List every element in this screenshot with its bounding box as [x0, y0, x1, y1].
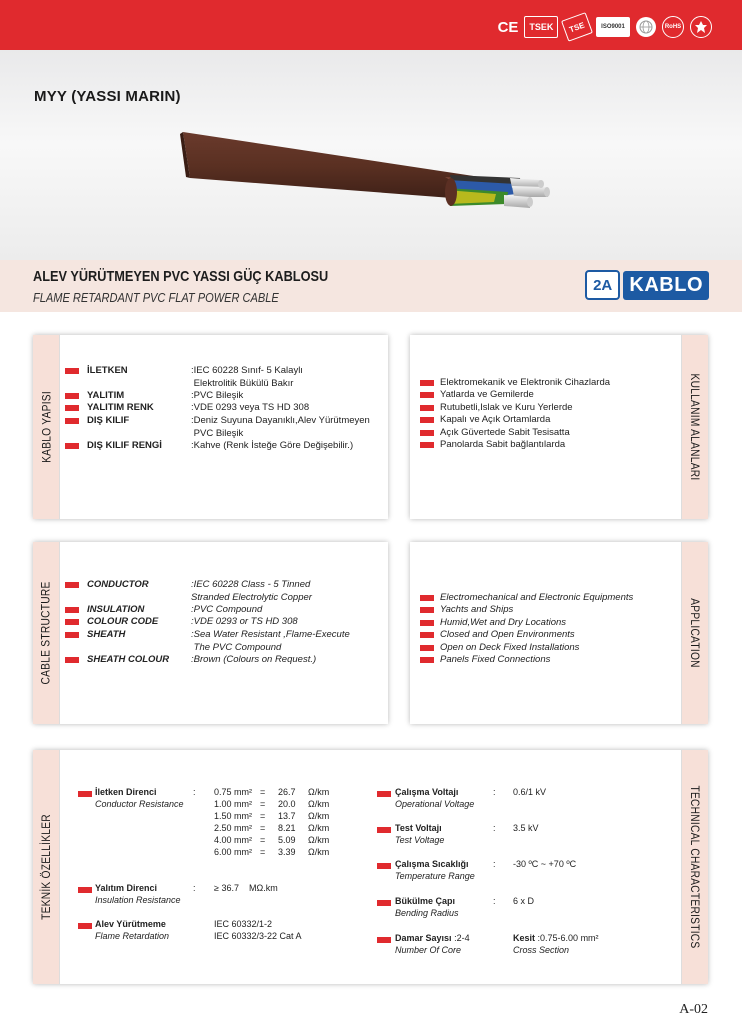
spec-value: :VDE 0293 or TS HD 308 — [191, 616, 298, 627]
list-item: Rutubetli,Islak ve Kuru Yerlerde — [420, 402, 573, 415]
colon: : — [193, 883, 196, 893]
application-en-side — [681, 542, 708, 724]
side-label: TECHNICAL CHARACTERISTICS — [688, 785, 702, 949]
test-voltage-value: 3.5 kV — [513, 823, 539, 833]
tsek-mark-icon: TSEK — [524, 16, 558, 38]
spec-row — [65, 604, 381, 617]
globe-mark-icon — [636, 17, 656, 37]
flame-retardation-value: IEC 60332/1-2 IEC 60332/3-22 Cat A — [214, 919, 302, 941]
bullet-icon — [420, 657, 434, 663]
spec-value-2: Stranded Electrolytic Copper — [191, 591, 312, 603]
flame-retardation-label: Alev Yürütmeme Flame Retardation — [95, 919, 170, 941]
spec-value: :PVC Compound — [191, 604, 263, 615]
application-en-panel — [410, 542, 708, 724]
spec-value: :PVC Bileşik — [191, 390, 244, 401]
bullet-icon — [65, 619, 79, 625]
emblem-icon — [690, 16, 712, 38]
list-item: Panolarda Sabit bağlantılarda — [420, 439, 565, 452]
bullet-icon — [420, 645, 434, 651]
usage-tr-panel — [410, 335, 708, 519]
colon: : — [493, 823, 496, 833]
spec-value: :IEC 60228 Class - 5 Tinned — [191, 579, 311, 590]
spec-label: COLOUR CODE — [87, 616, 159, 627]
ce-mark-icon: CE — [497, 18, 519, 36]
product-name-tr: ALEV YÜRÜTMEYEN PVC YASSI GÜÇ KABLOSU — [33, 268, 329, 285]
brand-word: KABLO — [623, 271, 709, 300]
spec-value-2: Elektrolitik Bükülü Bakır — [193, 377, 294, 389]
spec-value: :Deniz Suyuna Dayanıklı,Alev Yürütmeyen — [191, 415, 370, 426]
spec-row — [65, 579, 381, 604]
bullet-icon — [65, 443, 79, 449]
spec-value: :VDE 0293 veya TS HD 308 — [191, 402, 310, 413]
product-name-en: FLAME RETARDANT PVC FLAT POWER CABLE — [33, 290, 279, 305]
spec-value: :IEC 60228 Sınıf- 5 Kalaylı — [191, 365, 303, 376]
bullet-icon — [78, 887, 92, 893]
bullet-icon — [420, 380, 434, 386]
structure-en-panel — [33, 542, 388, 724]
bullet-icon — [65, 607, 79, 613]
bullet-icon — [65, 418, 79, 424]
cable-illustration — [0, 50, 742, 260]
bullet-icon — [65, 393, 79, 399]
list-item: Yatlarda ve Gemilerde — [420, 389, 534, 402]
spec-row — [65, 440, 381, 453]
list-item: Kapalı ve Açık Ortamlarda — [420, 414, 550, 427]
product-title: MYY (YASSI MARIN) — [34, 88, 181, 105]
spec-row — [65, 390, 381, 403]
iso9001-icon: ISO9001 — [596, 17, 630, 37]
bullet-icon — [420, 620, 434, 626]
list-item: Panels Fixed Connections — [420, 654, 550, 667]
resistance-row: 4.00 mm² = 5.09 Ω/km — [214, 835, 330, 845]
operational-voltage-value: 0.6/1 kV — [513, 787, 547, 797]
resistance-table — [214, 786, 329, 858]
bullet-icon — [377, 791, 391, 797]
structure-en-side — [33, 542, 60, 724]
resistance-row: 6.00 mm² = 3.39 Ω/km — [214, 847, 330, 857]
spec-label: CONDUCTOR — [87, 579, 149, 590]
conductor-resistance-label: İletken Direnci Conductor Resistance — [95, 787, 184, 809]
spec-value: :Kahve (Renk İsteğe Göre Değişebilir.) — [191, 440, 354, 451]
bullet-icon — [65, 405, 79, 411]
bullet-icon — [78, 791, 92, 797]
bullet-icon — [420, 405, 434, 411]
colon: : — [493, 787, 496, 797]
technical-side-right — [681, 750, 708, 984]
bullet-icon — [377, 827, 391, 833]
brand-logo — [585, 268, 709, 302]
bullet-icon — [420, 442, 434, 448]
bullet-icon — [65, 582, 79, 588]
bullet-icon — [377, 863, 391, 869]
spec-label: INSULATION — [87, 604, 145, 615]
resistance-row: 1.00 mm² = 20.0 Ω/km — [214, 799, 330, 809]
number-of-core-label: Damar Sayısı :2-4 Number Of Core — [395, 933, 470, 955]
operational-voltage-label: Çalışma Voltajı Operational Voltage — [395, 787, 475, 809]
page-number: A-02 — [679, 1002, 708, 1017]
bullet-icon — [65, 368, 79, 374]
bullet-icon — [420, 417, 434, 423]
temperature-label: Çalışma Sıcaklığı Temperature Range — [395, 859, 475, 881]
bullet-icon — [377, 900, 391, 906]
spec-label: SHEATH — [87, 629, 126, 640]
structure-tr-side — [33, 335, 60, 519]
spec-row — [65, 415, 381, 440]
resistance-row: 1.50 mm² = 13.7 Ω/km — [214, 811, 330, 821]
spec-value: :Brown (Colours on Request.) — [191, 654, 317, 665]
colon: : — [493, 896, 496, 906]
insulation-resistance-label: Yalıtım Direnci Insulation Resistance — [95, 883, 181, 905]
list-item: Yachts and Ships — [420, 604, 513, 617]
product-hero — [0, 50, 742, 260]
spec-row — [65, 365, 381, 390]
bullet-icon — [420, 632, 434, 638]
bending-radius-label: Bükülme Çapı Bending Radius — [395, 896, 459, 918]
usage-tr-side — [681, 335, 708, 519]
header-bar — [0, 0, 742, 50]
list-item: Humid,Wet and Dry Locations — [420, 617, 566, 630]
side-label: KULLANIM ALANLARI — [688, 373, 703, 481]
resistance-row: 0.75 mm² = 26.7 Ω/km — [214, 787, 330, 797]
bullet-icon — [65, 632, 79, 638]
side-label: TEKNİK ÖZELLİKLER — [39, 814, 54, 920]
bullet-icon — [377, 937, 391, 943]
side-label: KABLO YAPISI — [39, 391, 53, 463]
list-item: Elektromekanik ve Elektronik Cihazlarda — [420, 377, 610, 390]
brand-mark: 2A — [585, 270, 620, 300]
spec-label: YALITIM RENK — [87, 402, 154, 413]
spec-value: :Sea Water Resistant ,Flame-Execute — [191, 629, 350, 640]
colon: : — [493, 859, 496, 869]
bullet-icon — [65, 657, 79, 663]
technical-side-left — [33, 750, 60, 984]
bullet-icon — [78, 923, 92, 929]
resistance-row: 2.50 mm² = 8.21 Ω/km — [214, 823, 330, 833]
bending-radius-value: 6 x D — [513, 896, 535, 906]
spec-label: İLETKEN — [87, 365, 128, 376]
bullet-icon — [420, 430, 434, 436]
spec-label: DIŞ KILIF — [87, 415, 130, 426]
side-label: CABLE STRUCTURE — [39, 581, 53, 685]
colon: : — [193, 787, 196, 797]
spec-value-2: The PVC Compound — [193, 641, 282, 653]
spec-row — [65, 402, 381, 415]
spec-row — [65, 616, 381, 629]
list-item: Open on Deck Fixed Installations — [420, 642, 579, 655]
spec-row — [65, 654, 381, 667]
structure-tr-panel — [33, 335, 388, 519]
spec-value-2: PVC Bileşik — [193, 427, 244, 439]
bullet-icon — [420, 595, 434, 601]
spec-label: YALITIM — [87, 390, 125, 401]
technical-panel — [33, 750, 708, 984]
test-voltage-label: Test Voltajı Test Voltage — [395, 823, 445, 845]
bullet-icon — [420, 392, 434, 398]
insulation-value: ≥ 36.7 MΩ.km — [214, 883, 278, 893]
bullet-icon — [420, 607, 434, 613]
list-item: Closed and Open Environments — [420, 629, 575, 642]
spec-row — [65, 629, 381, 654]
tse-mark-icon: TSE — [561, 12, 593, 41]
certification-marks — [498, 16, 712, 38]
list-item: Açık Güvertede Sabit Tesisatta — [420, 427, 570, 440]
cross-section-label: Kesit :0.75-6.00 mm² Cross Section — [513, 933, 599, 955]
spec-label: DIŞ KILIF RENGİ — [87, 440, 162, 451]
list-item: Electromechanical and Electronic Equipments — [420, 592, 633, 605]
temperature-value: -30 ºC ~ +70 ºC — [513, 859, 577, 869]
rohs-icon: RoHS — [662, 16, 684, 38]
spec-label: SHEATH COLOUR — [87, 654, 170, 665]
side-label: APPLICATION — [688, 598, 703, 668]
